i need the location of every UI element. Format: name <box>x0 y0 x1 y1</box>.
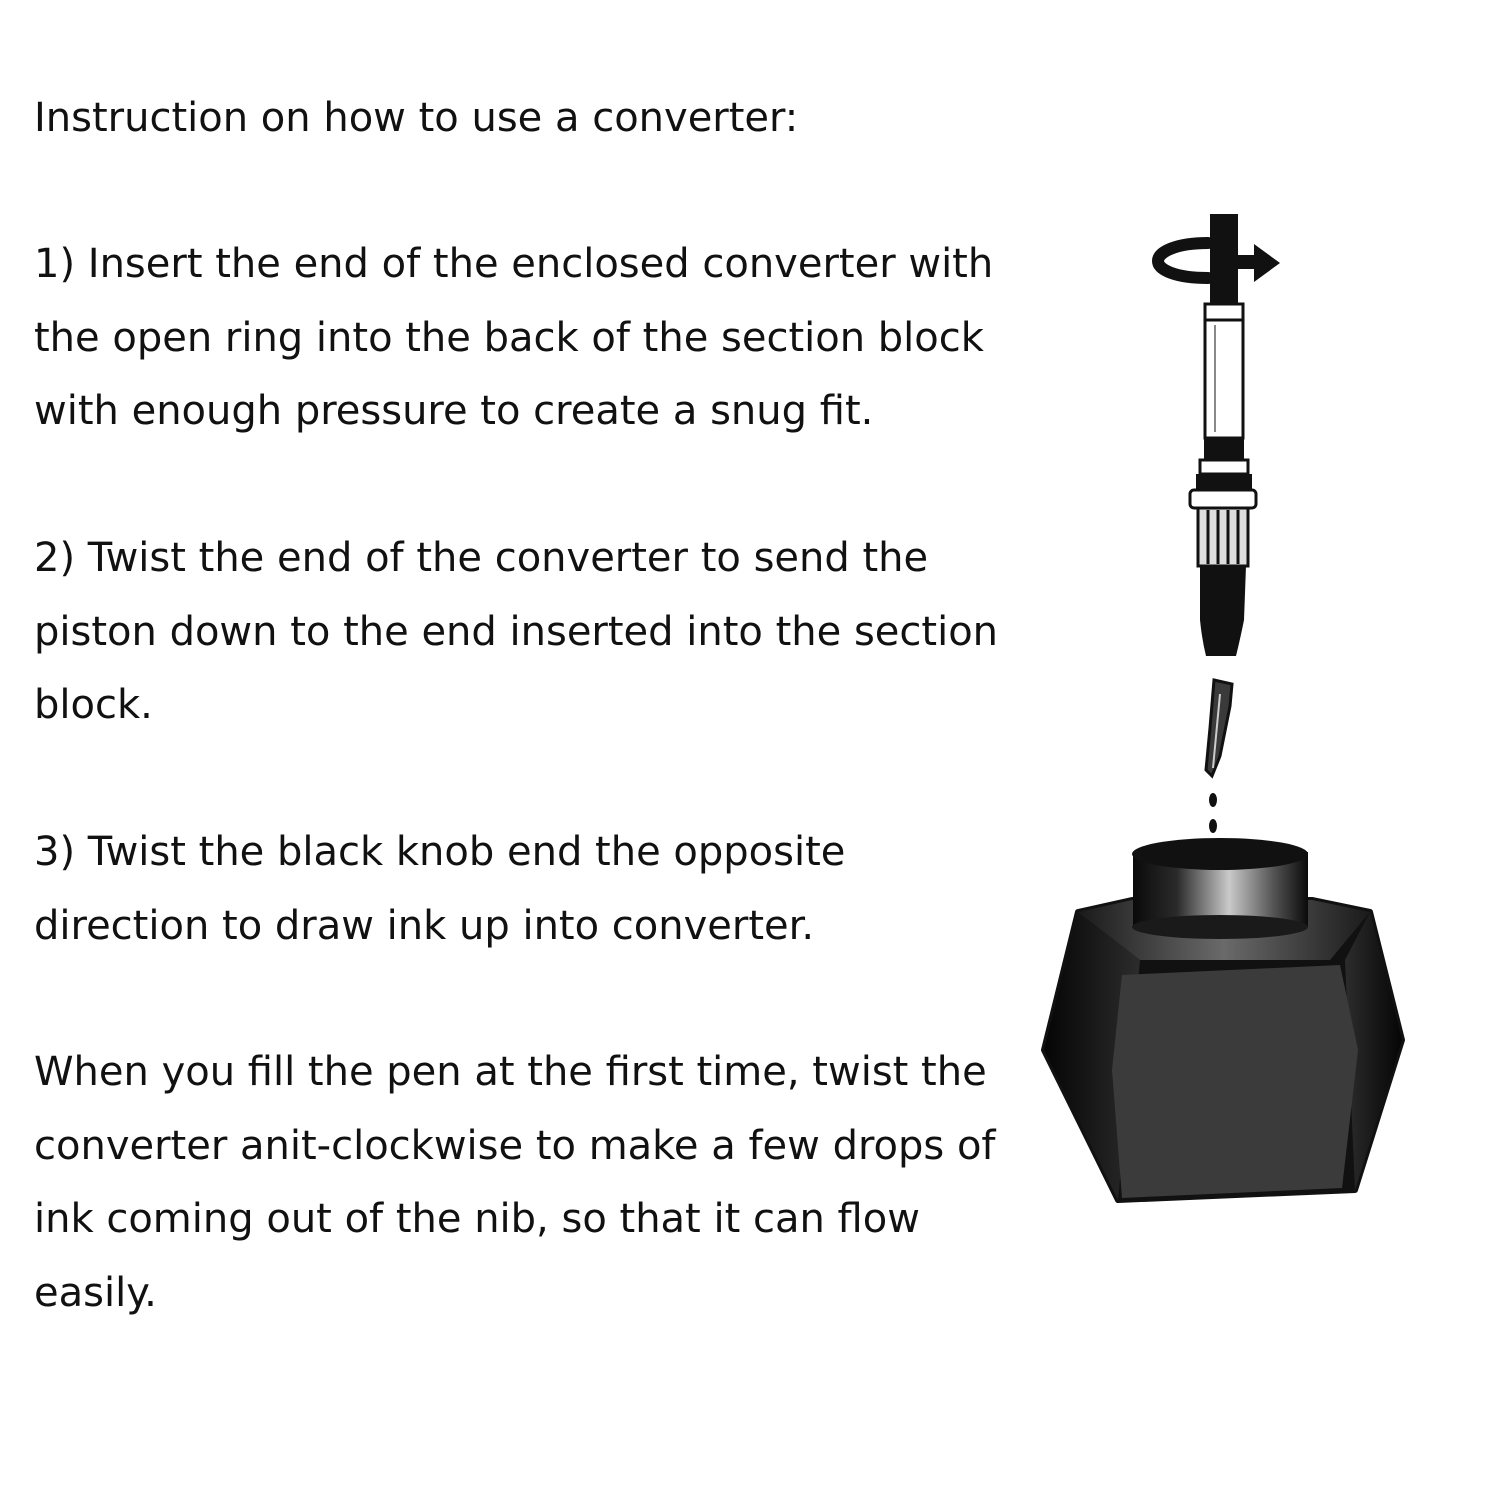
ink-bottle-icon <box>1044 838 1402 1200</box>
step-3 <box>34 816 845 963</box>
step-2 <box>34 522 998 743</box>
page-title: Instruction on how to use a converter: <box>34 95 799 141</box>
step-2-line-3: block. <box>34 682 153 728</box>
note-line-2: converter anit-clockwise to make a few drops of <box>34 1122 996 1169</box>
first-fill-note <box>34 1036 996 1330</box>
note-line-4: easily. <box>34 1269 157 1316</box>
note-line-1: When you fill the pen at the first time, twist the <box>34 1049 987 1095</box>
converter-filling-illustration <box>1030 200 1430 1230</box>
ink-drop-icon <box>1209 793 1217 833</box>
step-1-line-1: 1) Insert the end of the enclosed converter with <box>34 241 994 287</box>
step-2-line-2: piston down to the end inserted into the section <box>34 608 999 655</box>
step-3-line-1: 3) Twist the black knob end the opposite <box>34 829 846 875</box>
fountain-pen-nib-icon <box>1190 490 1256 776</box>
step-3-line-2: direction to draw ink up into converter. <box>34 902 815 949</box>
step-2-line-1: 2) Twist the end of the converter to send the <box>34 535 929 581</box>
note-line-3: ink coming out of the nib, so that it can flow <box>34 1196 920 1242</box>
step-1 <box>34 228 993 449</box>
step-1-line-3: with enough pressure to create a snug fit. <box>34 388 874 434</box>
step-1-line-2: the open ring into the back of the section block <box>34 314 984 361</box>
